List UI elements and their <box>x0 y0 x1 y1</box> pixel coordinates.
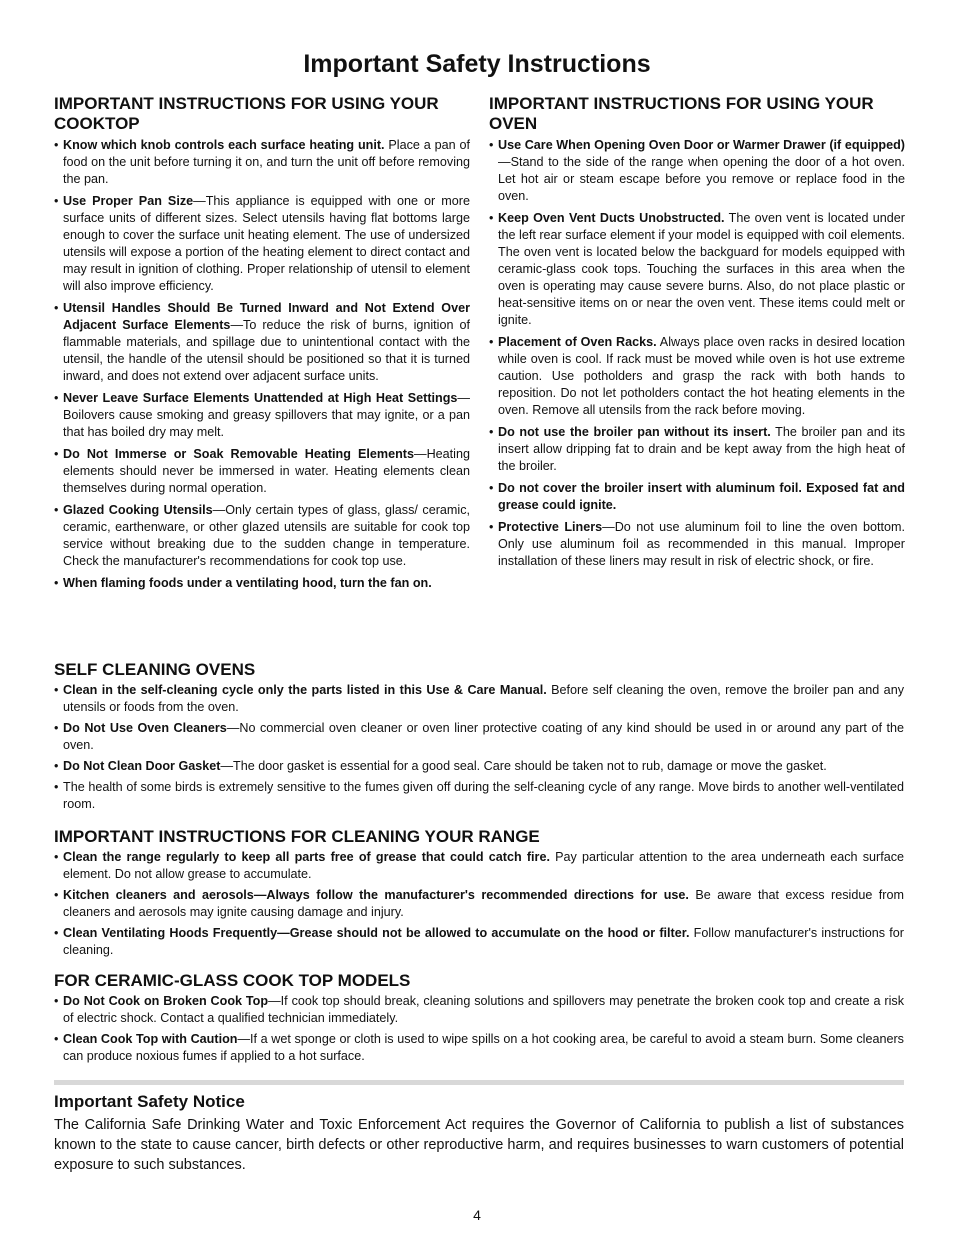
item-lead: When flaming foods under a ventilating hood, turn the fan on. <box>63 576 432 590</box>
item-lead: Kitchen cleaners and aerosols—Always follow the manufacturer's recommended directions for use. <box>63 888 689 902</box>
notice-heading: Important Safety Notice <box>54 1092 245 1111</box>
item-text: —If cook top should break, cleaning solutions and spillovers may penetrate the broken cook top and create a risk of electric shock. Contact a qualified technician immediately. <box>63 994 904 1025</box>
page-number: 4 <box>473 1207 481 1223</box>
item-text: —Boilovers cause smoking and greasy spillovers that may ignite, or a pan that has boiled dry may melt. <box>63 391 470 439</box>
list-item <box>489 137 905 205</box>
list-item <box>54 193 470 295</box>
list-item <box>54 575 470 592</box>
cleaning-heading: IMPORTANT INSTRUCTIONS FOR CLEANING YOUR RANGE <box>54 827 540 846</box>
item-lead: Keep Oven Vent Ducts Unobstructed. <box>498 211 725 225</box>
self-cleaning-heading: SELF CLEANING OVENS <box>54 660 256 679</box>
item-lead: Do not cover the broiler insert with aluminum foil. Exposed fat and grease could ignite. <box>498 481 905 512</box>
item-lead: Know which knob controls each surface heating unit. <box>63 138 385 152</box>
item-text: —This appliance is equipped with one or more surface units of different sizes. Select utensils having flat bottoms large enough to cover the surface unit heating element. The use of undersized utensils will expose a portion of the heating element to direct contact and may result in ignition of clothing. Proper relationship of utensil to element will also improve efficiency. <box>63 194 470 293</box>
ceramic-heading: FOR CERAMIC-GLASS COOK TOP MODELS <box>54 971 411 990</box>
list-item <box>54 137 470 188</box>
list-item <box>54 849 904 883</box>
cooktop-list <box>54 137 470 592</box>
item-text: The health of some birds is extremely sensitive to the fumes given off during the self-cleaning cycle of any range. Move birds to another well-ventilated room. <box>63 780 904 811</box>
page-title: Important Safety Instructions <box>303 50 651 78</box>
item-text: —Do not use aluminum foil to line the oven bottom. Only use aluminum foil as recommended in this manual. Improper installation of these liners may result in risk of electric shock, or fire. <box>498 520 905 568</box>
ceramic-section <box>54 971 904 1069</box>
list-item <box>54 390 470 441</box>
item-text: Before self cleaning the oven, remove the broiler pan and any utensils or foods from the oven. <box>63 683 904 714</box>
list-item <box>54 993 904 1027</box>
oven-section <box>489 94 905 575</box>
item-text: —If a wet sponge or cloth is used to wipe spills on a hot cooking area, be careful to avoid a steam burn. Some cleaners can produce noxious fumes if applied to a hot surface. <box>63 1032 904 1063</box>
item-text: —The door gasket is essential for a good seal. Care should be taken not to rub, damage or move the gasket. <box>220 759 827 773</box>
divider <box>54 1080 904 1085</box>
item-lead: Never Leave Surface Elements Unattended at High Heat Settings <box>63 391 458 405</box>
item-lead: Glazed Cooking Utensils <box>63 503 213 517</box>
list-item <box>489 480 905 514</box>
self-cleaning-list <box>54 682 904 813</box>
item-lead: Use Care When Opening Oven Door or Warmer Drawer (if equipped) <box>498 138 905 152</box>
oven-heading: IMPORTANT INSTRUCTIONS FOR USING YOUR OVEN <box>489 94 874 133</box>
list-item <box>489 334 905 419</box>
item-lead: Do not use the broiler pan without its insert. <box>498 425 771 439</box>
item-lead: Clean Ventilating Hoods Frequently—Grease should not be allowed to accumulate on the hood or filter. <box>63 926 690 940</box>
item-lead: Use Proper Pan Size <box>63 194 194 208</box>
item-text: —Heating elements should never be immersed in water. Heating elements clean themselves during normal operation. <box>63 447 470 495</box>
item-lead: Protective Liners <box>498 520 603 534</box>
item-text: The broiler pan and its insert allow dripping fat to drain and be kept away from the high heat of the broiler. <box>498 425 905 473</box>
list-item <box>489 519 905 570</box>
list-item <box>54 758 904 775</box>
cleaning-section <box>54 827 904 963</box>
cooktop-heading: IMPORTANT INSTRUCTIONS FOR USING YOUR COOKTOP <box>54 94 439 133</box>
item-text: Always place oven racks in desired location while oven is cool. If rack must be moved while oven is hot use extreme caution. Use potholders and grasp the rack with both hands to reposition. Do not let potholders contact the hot heating elements in the oven. Remove all utensils from the rack before moving. <box>498 335 905 417</box>
item-lead: Do Not Cook on Broken Cook Top <box>63 994 269 1008</box>
item-lead: Clean Cook Top with Caution <box>63 1032 238 1046</box>
item-lead: Utensil Handles Should Be Turned Inward and Not Extend Over Adjacent Surface Elements <box>63 301 470 332</box>
list-item <box>54 1031 904 1065</box>
list-item <box>489 210 905 329</box>
item-text: —To reduce the risk of burns, ignition of flammable materials, and spillage due to unintentional contact with the utensil, the handle of the utensil should be positioned so that it is turned inward, and does not extend over adjacent surface units. <box>63 318 470 383</box>
item-lead: Do Not Immerse or Soak Removable Heating Elements <box>63 447 414 461</box>
item-text: —Only certain types of glass, glass/ ceramic, ceramic, earthenware, or other glazed utensils are suitable for cook top service without breaking due to the sudden change in temperature. Check the manufacturer's recommendations for cook top use. <box>63 503 470 568</box>
list-item <box>54 925 904 959</box>
ceramic-list <box>54 993 904 1065</box>
list-item <box>54 720 904 754</box>
list-item <box>489 424 905 475</box>
item-lead: Clean the range regularly to keep all parts free of grease that could catch fire. <box>63 850 550 864</box>
item-text: Follow manufacturer's instructions for cleaning. <box>63 926 904 957</box>
list-item <box>54 887 904 921</box>
item-lead: Placement of Oven Racks. <box>498 335 657 349</box>
self-cleaning-section <box>54 660 904 817</box>
item-lead: Do Not Clean Door Gasket <box>63 759 221 773</box>
item-text: —No commercial oven cleaner or oven liner protective coating of any kind should be used in or around any part of the oven. <box>63 721 904 752</box>
item-text: Place a pan of food on the unit before turning it on, and turn the unit off before removing the pan. <box>63 138 470 186</box>
list-item <box>54 682 904 716</box>
cleaning-list <box>54 849 904 959</box>
list-item <box>54 779 904 813</box>
item-text: Be aware that excess residue from cleaners and aerosols may ignite causing damage and injury. <box>63 888 904 919</box>
oven-list <box>489 137 905 570</box>
list-item <box>54 502 470 570</box>
notice-text: The California Safe Drinking Water and Toxic Enforcement Act requires the Governor of California to publish a list of substances known to the state to cause cancer, birth defects or other reproductive harm, and requires businesses to warn customers of potential exposure to such substances. <box>54 1117 904 1173</box>
item-lead: Clean in the self-cleaning cycle only the parts listed in this Use & Care Manual. <box>63 683 547 697</box>
item-lead: Do Not Use Oven Cleaners <box>63 721 227 735</box>
cooktop-section <box>54 94 470 597</box>
list-item <box>54 300 470 385</box>
safety-notice <box>54 1092 904 1175</box>
list-item <box>54 446 470 497</box>
item-text: Pay particular attention to the area underneath each surface element. Do not allow grease to accumulate. <box>63 850 904 881</box>
item-text: The oven vent is located under the left rear surface element if your model is equipped with coil elements. The oven vent is located below the backguard for models equipped with ceramic-glass cook tops. Touching the surfaces in this area when the oven is operating may cause severe burns. Also, do not place plastic or heat-sensitive items on or near the oven vent. These items could melt or ignite. <box>498 211 906 327</box>
item-text: —Stand to the side of the range when opening the door of a hot oven. Let hot air or steam escape before you remove or replace food in the oven. <box>498 155 905 203</box>
